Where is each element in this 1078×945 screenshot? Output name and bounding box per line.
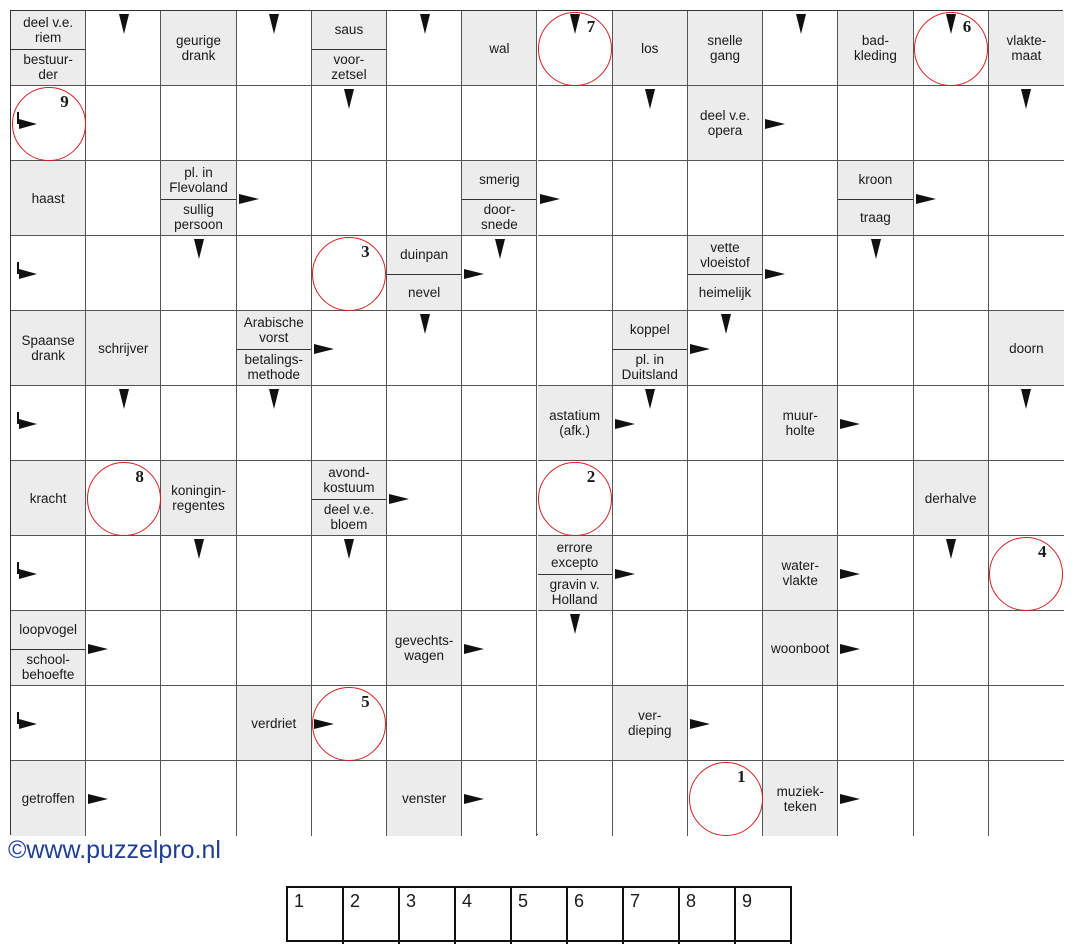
answer-cell[interactable]: [161, 611, 236, 686]
clue-text: woonboot: [770, 640, 830, 656]
clue-cell: [688, 11, 763, 86]
clue-text: water- vlakte: [781, 558, 819, 588]
solution-box[interactable]: [680, 888, 736, 944]
crossword-grid: [10, 10, 1063, 835]
arrow-down-icon: [570, 614, 580, 634]
answer-cell[interactable]: [387, 386, 462, 461]
arrow-down-icon: [796, 14, 806, 34]
clue-cell: [11, 761, 86, 836]
clue-text: haast: [31, 190, 65, 206]
solution-bar: [286, 886, 792, 942]
answer-cell[interactable]: [688, 536, 763, 611]
answer-cell[interactable]: [688, 386, 763, 461]
clue-text: muziek- teken: [776, 783, 824, 814]
clue-cell: [763, 761, 838, 836]
answer-cell[interactable]: [462, 386, 537, 461]
clue-cell: [613, 11, 688, 86]
answer-cell[interactable]: [86, 536, 161, 611]
answer-cell[interactable]: [688, 461, 763, 536]
clue-text-bottom: bestuur- der: [23, 52, 73, 83]
answer-cell[interactable]: [86, 86, 161, 161]
arrow-down-icon: [420, 314, 430, 334]
solution-number: 2: [586, 467, 596, 486]
solution-box[interactable]: [736, 888, 792, 944]
solution-number: 1: [737, 767, 746, 786]
answer-cell[interactable]: [161, 86, 236, 161]
clue-text-bottom: deel v.e. bloem: [323, 502, 374, 533]
answer-cell[interactable]: [989, 236, 1064, 311]
answer-cell[interactable]: [462, 86, 537, 161]
arrow-down-icon: [570, 14, 580, 34]
answer-cell[interactable]: [613, 161, 688, 236]
arrow-right-icon: [389, 494, 409, 504]
clue-text-top: koppel: [629, 322, 670, 338]
clue-text: koningin- regentes: [171, 483, 226, 513]
clue-cell: [538, 386, 613, 461]
answer-cell[interactable]: [914, 761, 989, 836]
solution-number: 9: [60, 92, 69, 111]
solution-box-number: 7: [630, 891, 641, 911]
clue-cell: [161, 461, 236, 536]
answer-cell[interactable]: [538, 686, 613, 761]
answer-cell[interactable]: [237, 536, 312, 611]
clue-text: geurige drank: [176, 33, 222, 63]
answer-cell[interactable]: [989, 536, 1064, 611]
answer-cell[interactable]: [613, 611, 688, 686]
clue-cell: [613, 311, 688, 386]
clue-text: bad- kleding: [854, 33, 897, 63]
arrow-right-icon: [690, 344, 710, 354]
clue-cell: [989, 311, 1064, 386]
solution-number: 7: [586, 17, 596, 36]
answer-cell[interactable]: [613, 236, 688, 311]
solution-box-number: 8: [686, 891, 697, 911]
clue-text: los: [641, 40, 659, 56]
answer-cell[interactable]: [387, 161, 462, 236]
clue-cell: [688, 86, 763, 161]
answer-cell[interactable]: [462, 686, 537, 761]
clue-text-top: kroon: [858, 172, 893, 188]
clue-cell: [838, 11, 913, 86]
arrow-right-icon: [88, 644, 108, 654]
solution-box[interactable]: [624, 888, 680, 944]
clue-cell: [11, 161, 86, 236]
answer-cell[interactable]: [538, 761, 613, 836]
answer-cell[interactable]: [312, 611, 387, 686]
answer-cell[interactable]: [387, 536, 462, 611]
answer-cell[interactable]: [237, 761, 312, 836]
clue-text-top: deel v.e. riem: [23, 14, 74, 45]
clue-text-bottom: nevel: [408, 284, 441, 300]
solution-box[interactable]: [456, 888, 512, 944]
clue-text-top: duinpan: [400, 247, 449, 263]
answer-cell[interactable]: [763, 461, 838, 536]
clue-cell: [387, 761, 462, 836]
solution-box[interactable]: [568, 888, 624, 944]
arrow-right-icon: [916, 194, 936, 204]
arrow-down-icon: [194, 239, 204, 259]
answer-cell[interactable]: [312, 236, 387, 311]
solution-number: 6: [962, 17, 972, 36]
clue-text-top: pl. in Flevoland: [169, 164, 228, 195]
answer-cell[interactable]: [462, 311, 537, 386]
clue-text-bottom: heimelijk: [698, 284, 752, 300]
answer-cell[interactable]: [86, 686, 161, 761]
arrow-right-icon: [464, 269, 484, 279]
answer-cell[interactable]: [312, 161, 387, 236]
clue-cell: [387, 611, 462, 686]
arrow-right-icon: [840, 794, 860, 804]
clue-cell: [86, 311, 161, 386]
clue-text-bottom: voor- zetsel: [331, 52, 367, 83]
clue-text-top: avond- kostuum: [323, 464, 375, 495]
clue-text: doorn: [1009, 340, 1044, 356]
arrow-right-icon: [840, 419, 860, 429]
arrow-down-icon: [269, 14, 279, 34]
solution-box[interactable]: [344, 888, 400, 944]
clue-cell: [538, 536, 613, 611]
answer-cell[interactable]: [989, 611, 1064, 686]
clue-cell: [989, 11, 1064, 86]
answer-cell[interactable]: [462, 461, 537, 536]
answer-cell[interactable]: [914, 311, 989, 386]
clue-cell: [237, 686, 312, 761]
solution-box-number: 1: [294, 891, 305, 911]
arrow-right-icon: [314, 719, 334, 729]
clue-text: getroffen: [21, 791, 75, 806]
solution-box[interactable]: [400, 888, 456, 944]
clue-text-bottom: gravin v. Holland: [549, 577, 600, 608]
clue-text-bottom: traag: [860, 209, 891, 225]
solution-box-number: 9: [742, 891, 753, 911]
answer-cell[interactable]: [538, 311, 613, 386]
clue-text: gevechts- wagen: [394, 633, 454, 663]
answer-cell[interactable]: [538, 86, 613, 161]
clue-text-bottom: door- snede: [480, 202, 518, 233]
clue-cell: [11, 11, 86, 86]
answer-cell[interactable]: [838, 686, 913, 761]
clue-cell: [763, 611, 838, 686]
answer-cell[interactable]: [989, 161, 1064, 236]
answer-cell[interactable]: [387, 86, 462, 161]
arrow-down-icon: [645, 389, 655, 409]
clue-text: schrijver: [98, 340, 149, 356]
answer-cell[interactable]: [763, 161, 838, 236]
corner-arrow-icon: [17, 262, 31, 274]
answer-cell[interactable]: [462, 536, 537, 611]
clue-text-top: loopvogel: [19, 622, 77, 638]
arrow-down-icon: [1021, 389, 1031, 409]
answer-cell[interactable]: [312, 761, 387, 836]
arrow-down-icon: [721, 314, 731, 334]
clue-cell: [763, 536, 838, 611]
clue-cell: [914, 461, 989, 536]
clue-cell: [312, 11, 387, 86]
solution-box-number: 2: [350, 891, 361, 911]
arrow-right-icon: [19, 119, 37, 129]
arrow-right-icon: [88, 794, 108, 804]
clue-cell: [161, 11, 236, 86]
answer-cell[interactable]: [538, 461, 613, 536]
clue-text: deel v.e. opera: [700, 108, 751, 138]
solution-box-number: 3: [406, 891, 417, 911]
solution-box-number: 6: [574, 891, 585, 911]
answer-cell[interactable]: [763, 311, 838, 386]
arrow-down-icon: [344, 539, 354, 559]
arrow-down-icon: [194, 539, 204, 559]
arrow-right-icon: [765, 269, 785, 279]
clue-text: muur- holte: [782, 408, 818, 438]
solution-number: 3: [361, 242, 370, 261]
corner-arrow-icon: [17, 712, 31, 724]
clue-cell: [838, 161, 913, 236]
clue-cell: [613, 686, 688, 761]
clue-text: astatium (afk.): [549, 408, 601, 438]
solution-number: 5: [361, 692, 370, 711]
arrow-down-icon: [119, 389, 129, 409]
answer-cell[interactable]: [613, 461, 688, 536]
copyright-text: ©www.puzzelpro.nl: [8, 836, 221, 864]
corner-arrow-icon: [17, 562, 31, 574]
clue-text-top: Arabische vorst: [243, 314, 304, 345]
solution-box-number: 5: [518, 891, 529, 911]
clue-text: ver- dieping: [628, 708, 672, 738]
clue-text: vlakte- maat: [1006, 33, 1047, 63]
arrow-down-icon: [119, 14, 129, 34]
answer-cell[interactable]: [838, 311, 913, 386]
answer-cell[interactable]: [914, 236, 989, 311]
clue-text: kracht: [29, 490, 67, 506]
answer-cell[interactable]: [387, 686, 462, 761]
arrow-down-icon: [871, 239, 881, 259]
answer-cell[interactable]: [237, 236, 312, 311]
arrow-right-icon: [840, 644, 860, 654]
clue-text-bottom: sullig persoon: [174, 202, 223, 233]
arrow-down-icon: [645, 89, 655, 109]
answer-cell[interactable]: [914, 686, 989, 761]
clue-cell: [462, 11, 537, 86]
arrow-right-icon: [615, 419, 635, 429]
solution-number: 8: [135, 467, 144, 486]
clue-cell: [763, 386, 838, 461]
answer-cell[interactable]: [688, 611, 763, 686]
answer-cell[interactable]: [838, 86, 913, 161]
clue-text: verdriet: [251, 715, 297, 731]
arrow-right-icon: [239, 194, 259, 204]
arrow-down-icon: [946, 539, 956, 559]
arrow-down-icon: [420, 14, 430, 34]
clue-cell: [462, 161, 537, 236]
arrow-right-icon: [19, 269, 37, 279]
corner-arrow-icon: [17, 412, 31, 424]
answer-cell[interactable]: [914, 386, 989, 461]
clue-text: venster: [402, 791, 447, 806]
clue-text-top: errore excepto: [550, 539, 599, 570]
arrow-down-icon: [269, 389, 279, 409]
clue-text-top: vette vloeistof: [700, 239, 750, 270]
arrow-right-icon: [464, 794, 484, 804]
arrow-right-icon: [19, 569, 37, 579]
arrow-right-icon: [464, 644, 484, 654]
clue-cell: [237, 311, 312, 386]
arrow-right-icon: [615, 569, 635, 579]
arrow-right-icon: [840, 569, 860, 579]
answer-cell[interactable]: [989, 761, 1064, 836]
answer-cell[interactable]: [914, 611, 989, 686]
answer-cell[interactable]: [161, 311, 236, 386]
arrow-right-icon: [540, 194, 560, 204]
clue-cell: [688, 236, 763, 311]
answer-cell[interactable]: [763, 686, 838, 761]
clue-cell: [161, 161, 236, 236]
arrow-right-icon: [19, 419, 37, 429]
arrow-right-icon: [690, 719, 710, 729]
answer-cell[interactable]: [161, 686, 236, 761]
arrow-down-icon: [1021, 89, 1031, 109]
solution-box-number: 4: [462, 891, 473, 911]
clue-text: Spaanse drank: [21, 333, 75, 363]
answer-cell[interactable]: [914, 86, 989, 161]
solution-box[interactable]: [512, 888, 568, 944]
answer-cell[interactable]: [989, 686, 1064, 761]
answer-cell[interactable]: [237, 611, 312, 686]
answer-cell[interactable]: [312, 386, 387, 461]
clue-cell: [312, 461, 387, 536]
answer-cell[interactable]: [86, 236, 161, 311]
answer-cell[interactable]: [838, 461, 913, 536]
clue-text: wal: [489, 40, 510, 56]
answer-cell[interactable]: [688, 761, 763, 836]
solution-number: 4: [1038, 542, 1047, 561]
arrow-down-icon: [495, 239, 505, 259]
clue-text-bottom: school- behoefte: [21, 652, 75, 683]
clue-text-bottom: pl. in Duitsland: [621, 352, 678, 383]
clue-text-top: saus: [334, 22, 364, 38]
clue-text: derhalve: [924, 490, 977, 506]
clue-text-top: smerig: [479, 172, 520, 188]
arrow-down-icon: [344, 89, 354, 109]
corner-arrow-icon: [17, 112, 31, 124]
arrow-down-icon: [946, 14, 956, 34]
clue-cell: [11, 461, 86, 536]
answer-cell[interactable]: [237, 461, 312, 536]
answer-cell[interactable]: [688, 161, 763, 236]
clue-cell: [11, 611, 86, 686]
clue-cell: [11, 311, 86, 386]
clue-text-bottom: betalings- methode: [244, 352, 304, 383]
answer-cell[interactable]: [86, 461, 161, 536]
arrow-right-icon: [765, 119, 785, 129]
answer-cell[interactable]: [538, 236, 613, 311]
clue-cell: [387, 236, 462, 311]
clue-text: snelle gang: [707, 33, 743, 63]
solution-box[interactable]: [288, 888, 344, 944]
answer-cell[interactable]: [613, 761, 688, 836]
answer-cell[interactable]: [989, 461, 1064, 536]
arrow-right-icon: [19, 719, 37, 729]
arrow-right-icon: [314, 344, 334, 354]
answer-cell[interactable]: [86, 161, 161, 236]
answer-cell[interactable]: [161, 761, 236, 836]
answer-cell[interactable]: [237, 86, 312, 161]
answer-cell[interactable]: [161, 386, 236, 461]
